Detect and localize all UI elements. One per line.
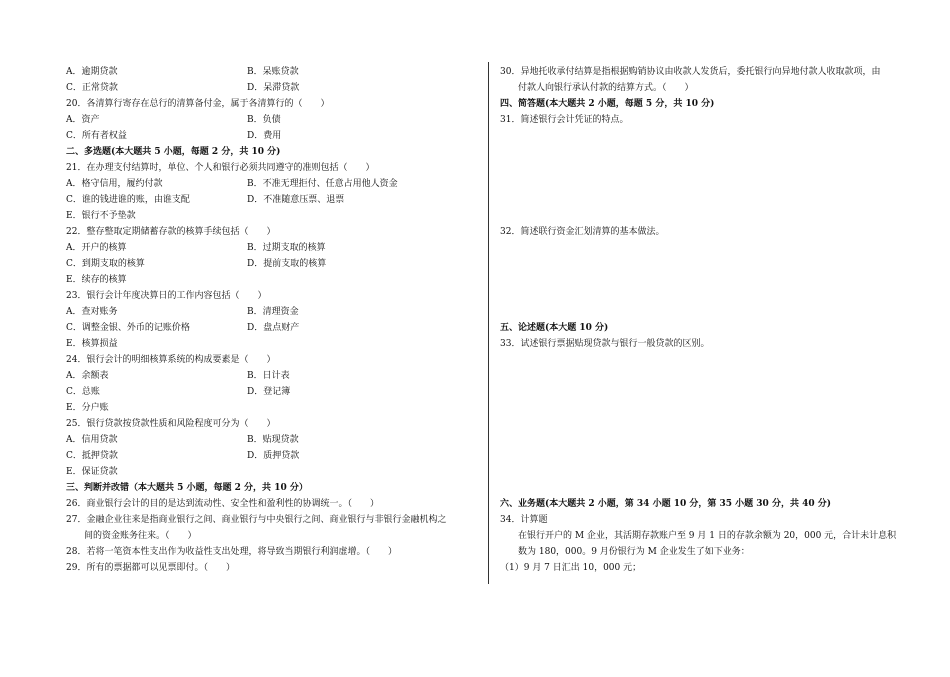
q25-option-e: E．保证贷款 (66, 467, 118, 477)
q24-option-a: A．余额表 (66, 371, 109, 381)
section-6-heading: 六、业务题(本大题共 2 小题，第 34 小题 10 分，第 35 小题 30 分，共 40 分) (500, 499, 832, 509)
section-4-heading: 四、简答题(本大题共 2 小题，每题 5 分，共 10 分) (500, 99, 715, 109)
section-3-heading: 三、判断并改错（本大题共 5 小题，每题 2 分，共 10 分） (66, 483, 308, 493)
q19-option-c: C．正常贷款 (66, 83, 118, 93)
q19-option-d: D．呆滞贷款 (247, 83, 300, 93)
q19-option-a: A．逾期贷款 (66, 67, 118, 77)
q20-option-c: C．所有者权益 (66, 131, 127, 141)
question-25: 25．银行贷款按贷款性质和风险程度可分为（ ） (66, 419, 276, 429)
q23-option-a: A．查对账务 (66, 307, 118, 317)
q23-option-b: B．清理资金 (247, 307, 299, 317)
question-20: 20．各清算行寄存在总行的清算备付金，属于各清算行的（ ） (66, 99, 330, 109)
question-22: 22．整存整取定期储蓄存款的核算手续包括（ ） (66, 227, 276, 237)
q25-option-a: A．信用贷款 (66, 435, 118, 445)
question-34-paragraph-line-2: 数为 180，000。9 月份银行为 M 企业发生了如下业务： (518, 547, 750, 557)
q23-option-d: D．盘点财产 (247, 323, 300, 333)
q21-option-a: A．格守信用，履约付款 (66, 179, 163, 189)
question-26: 26．商业银行会计的目的是达到流动性、安全性和盈利性的协调统一。（ ） (66, 499, 379, 509)
right-column (490, 0, 950, 677)
q24-option-d: D．登记簿 (247, 387, 291, 397)
question-33: 33．试述银行票据贴现贷款与银行一般贷款的区别。 (500, 339, 710, 349)
question-34: 34．计算题 (500, 515, 548, 525)
q23-option-c: C．调整金银、外币的记账价格 (66, 323, 190, 333)
q22-option-a: A．开户的核算 (66, 243, 127, 253)
question-23: 23．银行会计年度决算日的工作内容包括（ ） (66, 291, 267, 301)
question-24: 24．银行会计的明细核算系统的构成要素是（ ） (66, 355, 276, 365)
q20-option-d: D．费用 (247, 131, 282, 141)
q24-option-e: E．分户账 (66, 403, 109, 413)
question-34-paragraph-line-1: 在银行开户的 M 企业，其活期存款账户至 9 月 1 日的存款余额为 20，000 元，合计未计息积 (518, 531, 897, 541)
q25-option-d: D．质押贷款 (247, 451, 300, 461)
q20-option-a: A．资产 (66, 115, 100, 125)
question-32: 32．简述联行资金汇划清算的基本做法。 (500, 227, 665, 237)
q21-option-c: C．谁的钱进谁的账，由谁支配 (66, 195, 190, 205)
question-34-item-1: （1）9 月 7 日汇出 10，000 元； (500, 563, 642, 573)
question-21: 21．在办理支付结算时，单位、个人和银行必须共同遵守的准则包括（ ） (66, 163, 375, 173)
q22-option-e: E．续存的核算 (66, 275, 127, 285)
q21-option-d: D．不准随意压票、退票 (247, 195, 345, 205)
column-divider (488, 62, 489, 584)
q21-option-e: E．银行不予垫款 (66, 211, 136, 221)
question-27-line-1: 27．金融企业往来是指商业银行之间、商业银行与中央银行之间、商业银行与非银行金融机构之 (66, 515, 447, 525)
q19-option-b: B．呆账贷款 (247, 67, 299, 77)
question-30-line-1: 30．异地托收承付结算是指根据购销协议由收款人发货后，委托银行向异地付款人收取款项，由 (500, 67, 881, 77)
question-31: 31．简述银行会计凭证的特点。 (500, 115, 629, 125)
q21-option-b: B．不准无理拒付、任意占用他人资金 (247, 179, 398, 189)
q22-option-c: C．到期支取的核算 (66, 259, 145, 269)
q20-option-b: B．负债 (247, 115, 281, 125)
q22-option-b: B．过期支取的核算 (247, 243, 326, 253)
section-2-heading: 二、多选题(本大题共 5 小题，每题 2 分，共 10 分) (66, 147, 281, 157)
question-28: 28．若将一笔资本性支出作为收益性支出处理，将导致当期银行利润虚增。（ ） (66, 547, 397, 557)
q25-option-b: B．贴现贷款 (247, 435, 299, 445)
q24-option-b: B．日计表 (247, 371, 290, 381)
q22-option-d: D．提前支取的核算 (247, 259, 327, 269)
question-30-line-2: 付款人向银行承认付款的结算方式。（ ） (518, 83, 694, 93)
question-27-line-2: 间的资金账务往来。（ ） (84, 531, 197, 541)
section-5-heading: 五、论述题(本大题 10 分) (500, 323, 609, 333)
q23-option-e: E．核算损益 (66, 339, 118, 349)
question-29: 29．所有的票据都可以见票即付。（ ） (66, 563, 235, 573)
q24-option-c: C．总账 (66, 387, 100, 397)
q25-option-c: C．抵押贷款 (66, 451, 118, 461)
